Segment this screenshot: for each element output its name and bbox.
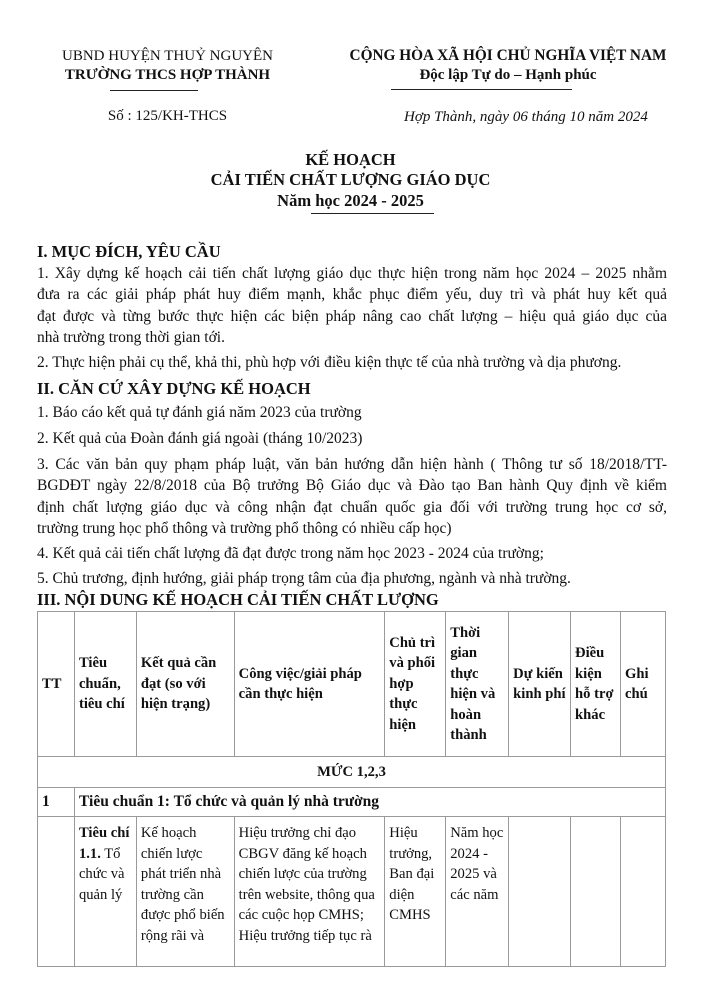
- criterion-code: Tiêu chí 1.1.: [78, 825, 130, 862]
- cell-criterion: [74, 817, 136, 967]
- standard-number: 1: [38, 788, 75, 817]
- national-motto: Độc lập Tự do – Hạnh phúc: [419, 67, 597, 83]
- text-line: 1. Xây dựng kế hoạch cải tiến chất lượng giáo dục thực hiện trong năm học 2024 – 2025 nhằm: [37, 265, 667, 282]
- school-underline: [110, 90, 198, 91]
- place-date: Hợp Thành, ngày 06 tháng 10 năm 2024: [404, 109, 648, 125]
- text-line: BGDĐT ngày 22/8/2018 của Bộ trưởng Bộ Giáo dục và Đào tạo Ban hành Quy định về kiểm: [37, 477, 667, 495]
- doc-title-school-year: Năm học 2024 - 2025: [277, 191, 424, 210]
- criterion-name: Tổ chức và quản lý: [78, 845, 125, 903]
- table-row: [38, 817, 666, 967]
- cell-note: [621, 817, 666, 967]
- cell-budget: [509, 817, 571, 967]
- text-line: 5. Chủ trương, định hướng, giải pháp trọng tâm của địa phương, ngành và nhà trường.: [37, 570, 571, 587]
- table-header-row: [38, 612, 666, 757]
- text-line: 2. Kết quả của Đoàn đánh giá ngoài (tháng 10/2023): [37, 430, 363, 447]
- section-2-item-1: [37, 402, 667, 423]
- school-name: TRƯỜNG THCS HỢP THÀNH: [64, 67, 271, 83]
- doc-title-line1: KẾ HOẠCH: [305, 150, 396, 169]
- section-2-heading: II. CĂN CỨ XÂY DỰNG KẾ HOẠCH: [37, 379, 311, 398]
- section-1-heading: I. MỤC ĐÍCH, YÊU CẦU: [37, 242, 221, 261]
- column-header-expected-result: Kết quả cần đạt (so với hiện trạng): [136, 612, 234, 757]
- column-header-responsible: Chủ trì và phối hợp thực hiện: [385, 612, 446, 757]
- cell-responsible: Hiệu trưởng, Ban đại diện CMHS: [385, 817, 446, 967]
- cell-timeline: Năm học 2024 - 2025 và các năm: [446, 817, 509, 967]
- column-header-note: Ghi chú: [621, 612, 666, 757]
- text-line: 2. Thực hiện phải cụ thể, khả thi, phù hợp với điều kiện thực tế của nhà trường và dịa phương.: [37, 354, 622, 371]
- column-header-support: Điều kiện hỗ trợ khác: [571, 612, 621, 757]
- column-header-tasks: Công việc/giải pháp cần thực hiện: [234, 612, 385, 757]
- section-1-paragraph-1: [37, 263, 667, 348]
- text-line: 1. Báo cáo kết quả tự đánh giá năm 2023 của trường: [37, 404, 362, 421]
- section-3-heading: III. NỘI DUNG KẾ HOẠCH CẢI TIẾN CHẤT LƯỢNG: [37, 590, 439, 609]
- text-line: đưa ra các giải pháp phát huy điểm mạnh, khắc phục điểm yếu, duy trì và phát huy kết quả: [37, 286, 667, 304]
- authority-name: UBND HUYỆN THUỶ NGUYÊN: [62, 48, 273, 64]
- document-number: Số : 125/KH-THCS: [107, 108, 228, 124]
- standard-label: Tiêu chuẩn 1: Tổ chức và quản lý nhà trường: [74, 788, 665, 817]
- section-2-item-5: [37, 568, 667, 589]
- section-2-item-2: [37, 428, 667, 449]
- text-line: 4. Kết quả cải tiến chất lượng đã đạt được trong năm học 2023 - 2024 của trường;: [37, 545, 544, 562]
- cell-support: [571, 817, 621, 967]
- cell-tt: [38, 817, 75, 967]
- level-label: MỨC 1,2,3: [38, 757, 666, 788]
- column-header-criterion: Tiêu chuẩn, tiêu chí: [74, 612, 136, 757]
- text-line: nhà trường trong thời gian tới.: [37, 328, 225, 346]
- cell-expected-result: Kế hoạch chiến lược phát triển nhà trường cần được phổ biến rộng rãi và: [136, 817, 234, 967]
- cell-tasks: Hiệu trưởng chỉ đạo CBGV đăng kế hoạch chiến lược của trường trên website, thông qua các cuộc họp CMHS; Hiệu trưởng tiếp tục rà: [234, 817, 385, 967]
- column-header-timeline: Thời gian thực hiện và hoàn thành: [446, 612, 509, 757]
- section-2-item-3: [37, 454, 667, 539]
- doc-title-line2: CẢI TIẾN CHẤT LƯỢNG GIÁO DỤC: [210, 170, 491, 189]
- text-line: định chất lượng giáo dục và công nhận đạt chuẩn quốc gia đối với trường trung học cơ sở,: [37, 498, 667, 516]
- motto-underline: [391, 89, 572, 90]
- text-line: 3. Các văn bản quy phạm pháp luật, văn bản hướng dẫn hiện hành ( Thông tư số 18/2018/TT-: [37, 456, 667, 473]
- section-1-paragraph-2: [37, 352, 667, 373]
- nation-name: CỘNG HÒA XÃ HỘI CHỦ NGHĨA VIỆT NAM: [349, 47, 667, 64]
- text-line: đạt được và từng bước thực hiện các biện pháp nâng cao chất lượng – hiệu quả giáo dục của: [37, 307, 667, 325]
- column-header-tt: TT: [38, 612, 75, 757]
- section-2-item-4: [37, 543, 667, 564]
- text-line: trường trung học phổ thông và trường phổ thông có nhiều cấp học): [37, 519, 452, 537]
- column-header-budget: Dự kiến kinh phí: [509, 612, 571, 757]
- title-underline: [311, 213, 434, 214]
- standard-row: [38, 788, 666, 817]
- level-row: [38, 757, 666, 788]
- improvement-plan-table: [37, 611, 666, 967]
